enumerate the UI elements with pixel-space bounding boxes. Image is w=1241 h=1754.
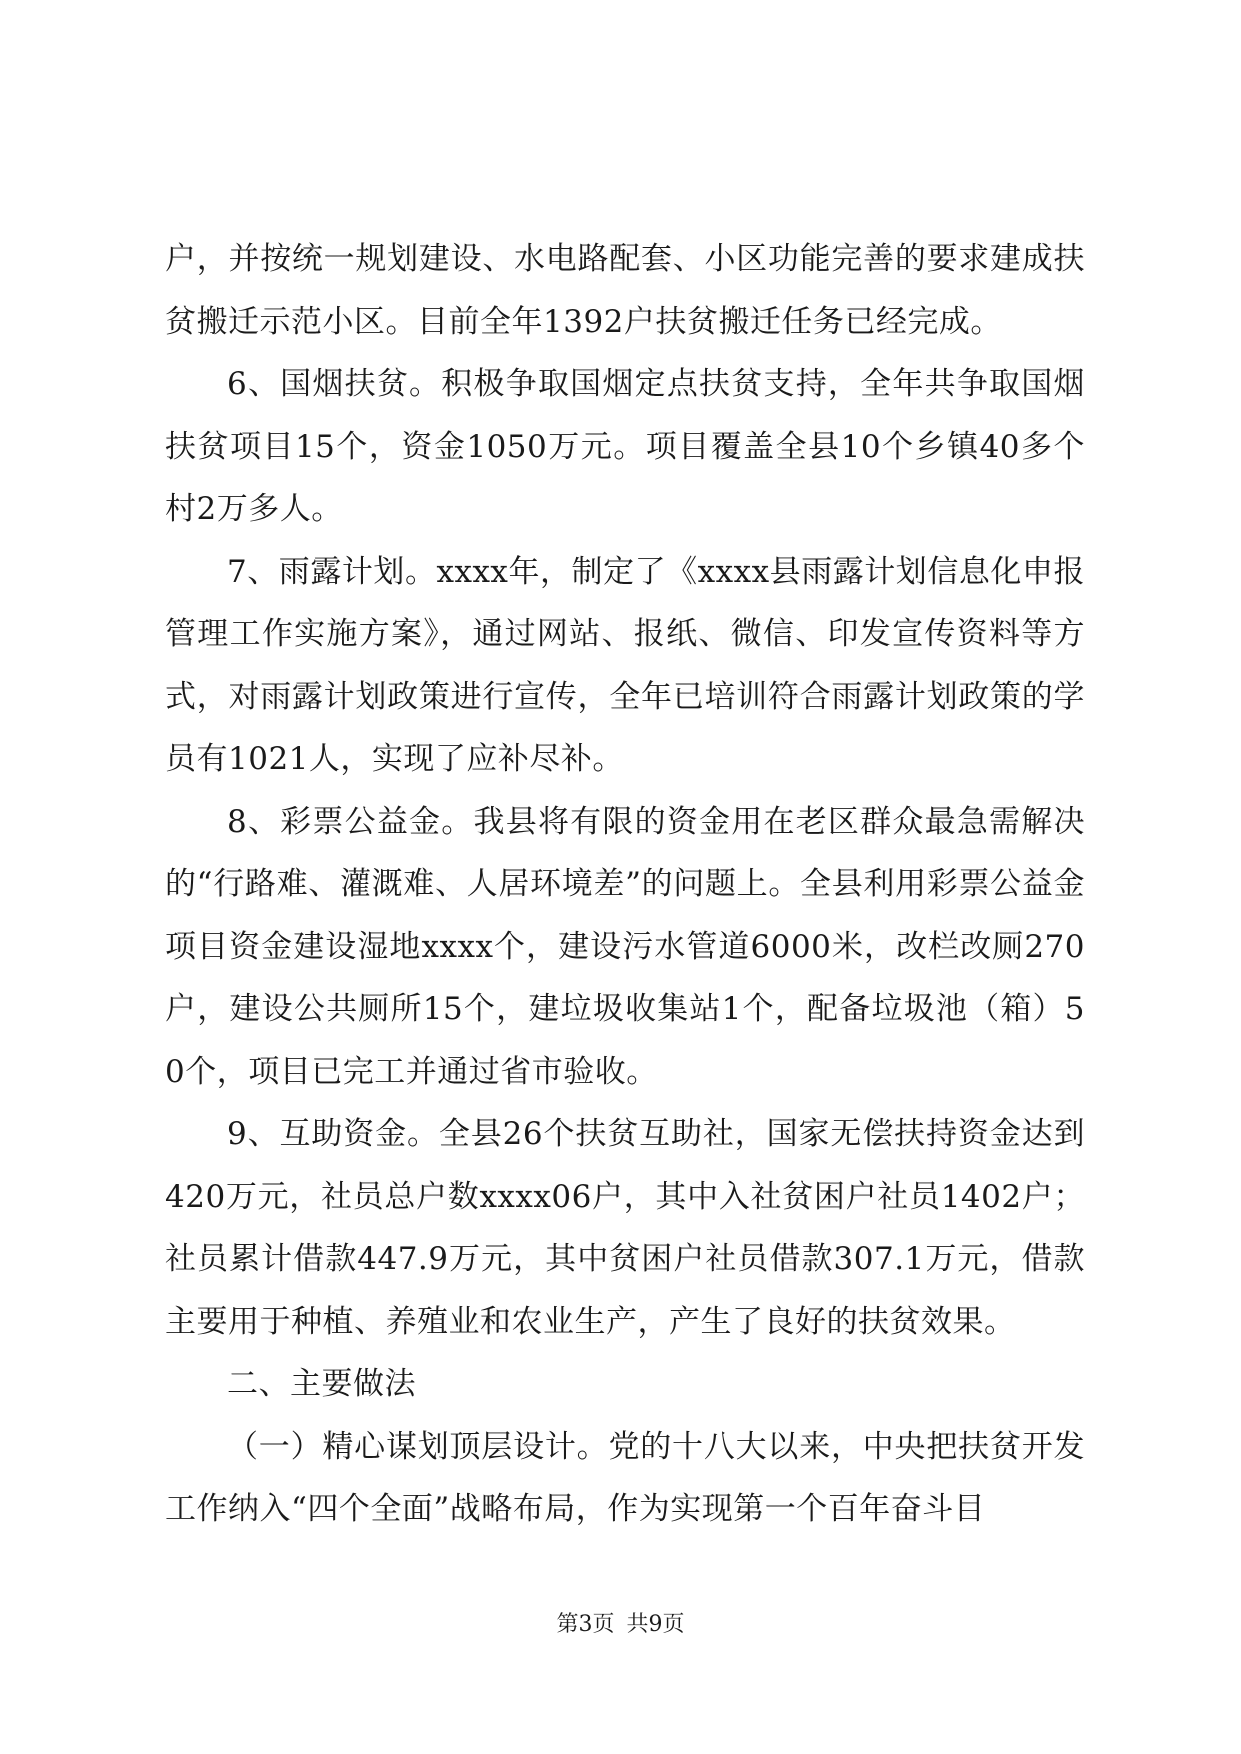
- section-heading-main-practices: 二、主要做法: [227, 1366, 416, 1402]
- page-total: 共9页: [626, 1612, 685, 1637]
- paragraph-lottery-fund: 8、彩票公益金。我县将有限的资金用在老区群众最急需解决的“行路难、灌溉难、人居环境差”的问题上。全县利用彩票公益金项目资金建设湿地xxxx个，建设污水管道6000米，改栏改厕270户，建设公共厕所15个，建垃圾收集站1个，配备垃圾池（箱）50个，项目已完工并通过省市验收。: [165, 803, 1085, 1090]
- page-footer: [0, 1610, 1241, 1640]
- paragraph-continuation: 户，并按统一规划建设、水电路配套、小区功能完善的要求建成扶贫搬迁示范小区。目前全年1392户扶贫搬迁任务已经完成。: [165, 241, 1085, 340]
- paragraph-tobacco-poverty-relief: 6、国烟扶贫。积极争取国烟定点扶贫支持，全年共争取国烟扶贫项目15个，资金1050万元。项目覆盖全县10个乡镇40多个村2万多人。: [165, 366, 1085, 527]
- paragraph-yulu-plan: 7、雨露计划。xxxx年，制定了《xxxx县雨露计划信息化申报管理工作实施方案》，通过网站、报纸、微信、印发宣传资料等方式，对雨露计划政策进行宣传，全年已培训符合雨露计划政策的学员有1021人，实现了应补尽补。: [165, 553, 1085, 777]
- document-body: [165, 228, 1085, 1541]
- page-number: 第3页: [556, 1612, 615, 1637]
- paragraph-mutual-aid-fund: 9、互助资金。全县26个扶贫互助社，国家无偿扶持资金达到420万元，社员总户数xxxx06户，其中入社贫困户社员1402户；社员累计借款447.9万元，其中贫困户社员借款307.1万元，借款主要用于种植、养殖业和农业生产，产生了良好的扶贫效果。: [165, 1116, 1085, 1340]
- paragraph-top-level-design: （一）精心谋划顶层设计。党的十八大以来，中央把扶贫开发工作纳入“四个全面”战略布局，作为实现第一个百年奋斗目: [165, 1428, 1085, 1527]
